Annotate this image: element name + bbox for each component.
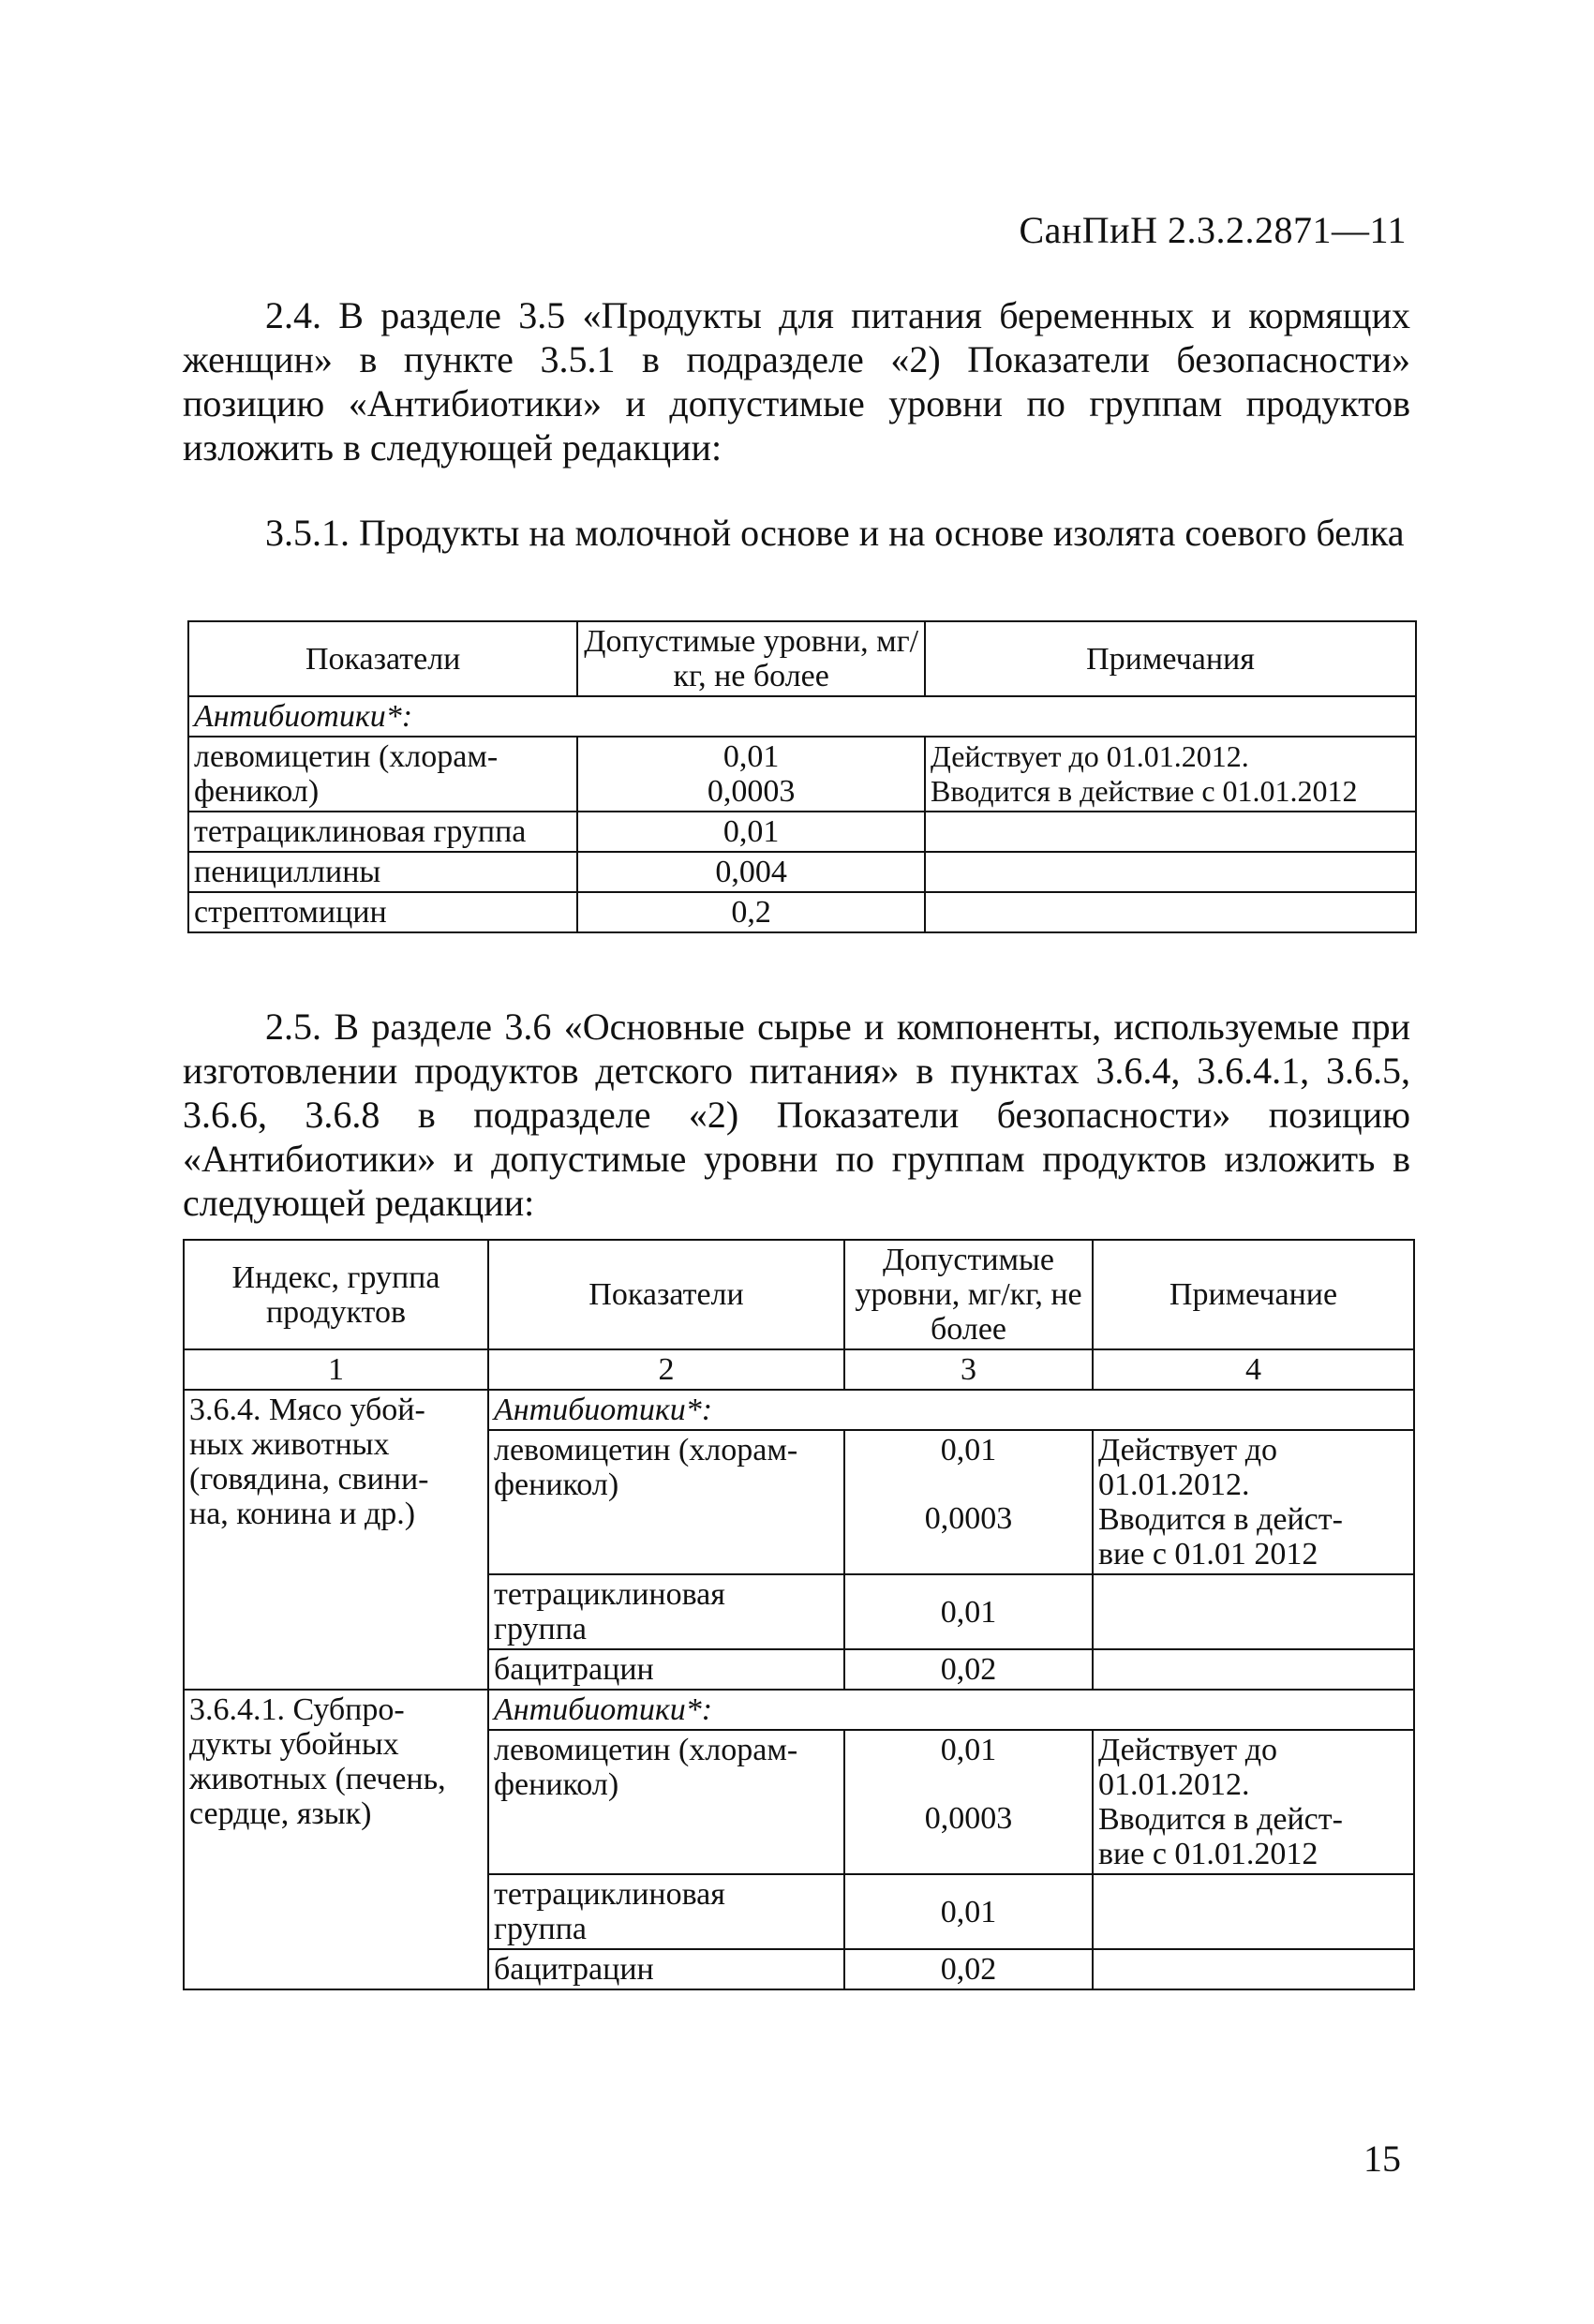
- column-number: 1: [184, 1349, 488, 1390]
- note-line: 01.01.2012.: [1098, 1767, 1250, 1802]
- antibiotics-label: Антибиотики*:: [488, 1690, 1414, 1730]
- level-cell: [577, 737, 925, 812]
- table-row: [188, 812, 1416, 852]
- product-group-line: дукты убойных: [189, 1727, 399, 1762]
- indicator-cell: [488, 1730, 844, 1874]
- table-3-5-1: [187, 620, 1417, 933]
- note-cell: [925, 812, 1416, 852]
- level-cell: 0,01: [844, 1574, 1093, 1649]
- indicator-line: группа: [494, 1612, 587, 1646]
- indicator-cell: стрептомицин: [188, 892, 577, 932]
- level-cell: 0,01: [844, 1874, 1093, 1949]
- page-number: 15: [1363, 2138, 1401, 2180]
- level-cell: 0,2: [577, 892, 925, 932]
- product-group-line: на, конина и др.): [189, 1497, 416, 1531]
- level-value: 0,01: [940, 1733, 997, 1767]
- note-line: Действует до: [1098, 1733, 1278, 1767]
- document-code: СанПиН 2.3.2.2871—11: [1019, 209, 1407, 251]
- indicator-cell: бацитрацин: [488, 1949, 844, 1989]
- indicator-cell: пенициллины: [188, 852, 577, 892]
- product-group-line: 3.6.4.1. Субпро-: [189, 1692, 405, 1727]
- note-line: Действует до 01.01.2012.: [930, 739, 1249, 773]
- indicator-line: тетрациклиновая: [494, 1577, 725, 1612]
- column-number: 4: [1093, 1349, 1414, 1390]
- column-number: 3: [844, 1349, 1093, 1390]
- note-line: Вводится в дейст-: [1098, 1502, 1343, 1537]
- indicator-cell: [488, 1874, 844, 1949]
- level-value: 0,01: [940, 1433, 997, 1467]
- indicator-line: левомицетин (хлорам-: [194, 739, 499, 774]
- product-group-line: сердце, язык): [189, 1796, 372, 1831]
- header-indicators: Показатели: [488, 1240, 844, 1349]
- level-cell: 0,02: [844, 1949, 1093, 1989]
- header-levels: Допустимые уровни, мг/кг, не более: [577, 621, 925, 696]
- indicator-cell: бацитрацин: [488, 1649, 844, 1690]
- product-group-cell: [184, 1690, 488, 1989]
- level-cell: [844, 1430, 1093, 1574]
- table-group-row: [188, 696, 1416, 737]
- note-cell: [1093, 1874, 1414, 1949]
- paragraph-2-5-text: 2.5. В разделе 3.6 «Основные сырье и компоненты, используемые при изготовлении продуктов детского питания» в пунктах 3.6.4, 3.6.4.1, 3.6.5, 3.6.6, 3.6.8 в подразделе «2) Показатели безопасности» позицию «Антибиотики» и допустимые уровни по группам продуктов изложить в следующей редакции:: [183, 1006, 1410, 1224]
- antibiotics-label: Антибиотики*:: [188, 696, 1416, 737]
- note-line: вие с 01.01 2012: [1098, 1537, 1318, 1572]
- indicator-cell: [488, 1430, 844, 1574]
- note-cell: [925, 852, 1416, 892]
- level-value: 0,0003: [707, 774, 796, 809]
- indicator-line: левомицетин (хлорам-: [494, 1433, 798, 1467]
- table-row: [184, 1390, 1414, 1430]
- level-value: 0,0003: [924, 1801, 1013, 1836]
- table-header-row: [188, 621, 1416, 696]
- paragraph-2-4-text: 2.4. В разделе 3.5 «Продукты для питания беременных и кормящих женщин» в пункте 3.5.1 в подразделе «2) Показатели безопасности» позицию «Антибиотики» и допустимые уровни по группам продуктов изложить в следующей редакции:: [183, 294, 1410, 469]
- section-3-5-1-text: 3.5.1. Продукты на молочной основе и на основе изолята соевого белка: [265, 512, 1405, 554]
- note-cell: [1093, 1574, 1414, 1649]
- indicator-line: левомицетин (хлорам-: [494, 1733, 798, 1767]
- note-line: Действует до: [1098, 1433, 1278, 1467]
- level-cell: [844, 1730, 1093, 1874]
- table-header-row: [184, 1240, 1414, 1349]
- product-group-cell: [184, 1390, 488, 1690]
- note-line: вие с 01.01.2012: [1098, 1837, 1318, 1871]
- column-number-row: [184, 1349, 1414, 1390]
- paragraph-2-5: [183, 1005, 1410, 1225]
- header-indicators: Показатели: [188, 621, 577, 696]
- note-cell: [1093, 1949, 1414, 1989]
- paragraph-2-4: [183, 293, 1410, 469]
- product-group-line: 3.6.4. Мясо убой-: [189, 1393, 425, 1427]
- note-line: Вводится в дейст-: [1098, 1802, 1343, 1837]
- header-index-group: Индекс, группа продуктов: [184, 1240, 488, 1349]
- product-group-line: (говядина, свини-: [189, 1462, 429, 1497]
- header-notes: Примечания: [925, 621, 1416, 696]
- level-cell: 0,01: [577, 812, 925, 852]
- table-row: [188, 737, 1416, 812]
- level-value: 0,01: [723, 739, 780, 774]
- indicator-cell: тетрациклиновая группа: [188, 812, 577, 852]
- product-group-line: ных животных: [189, 1427, 390, 1462]
- indicator-line: феникол): [494, 1467, 619, 1502]
- indicator-line: феникол): [494, 1767, 619, 1802]
- header-levels: Допустимые уровни, мг/кг, не более: [844, 1240, 1093, 1349]
- level-cell: 0,004: [577, 852, 925, 892]
- antibiotics-label: Антибиотики*:: [488, 1390, 1414, 1430]
- note-cell: [925, 737, 1416, 812]
- note-line: 01.01.2012.: [1098, 1467, 1250, 1502]
- column-number: 2: [488, 1349, 844, 1390]
- indicator-cell: [188, 737, 577, 812]
- note-cell: [925, 892, 1416, 932]
- level-value: 0,0003: [924, 1501, 1013, 1536]
- table-row: [188, 892, 1416, 932]
- indicator-line: группа: [494, 1912, 587, 1946]
- note-line: Вводится в действие с 01.01.2012: [930, 774, 1358, 808]
- table-row: [184, 1690, 1414, 1730]
- table-3-6: [183, 1239, 1415, 1990]
- note-cell: [1093, 1730, 1414, 1874]
- header-note: Примечание: [1093, 1240, 1414, 1349]
- level-cell: 0,02: [844, 1649, 1093, 1690]
- indicator-line: феникол): [194, 774, 320, 809]
- note-cell: [1093, 1430, 1414, 1574]
- section-3-5-1-heading: [183, 511, 1410, 555]
- note-cell: [1093, 1649, 1414, 1690]
- table-row: [188, 852, 1416, 892]
- indicator-line: тетрациклиновая: [494, 1877, 725, 1912]
- product-group-line: животных (печень,: [189, 1762, 446, 1796]
- indicator-cell: [488, 1574, 844, 1649]
